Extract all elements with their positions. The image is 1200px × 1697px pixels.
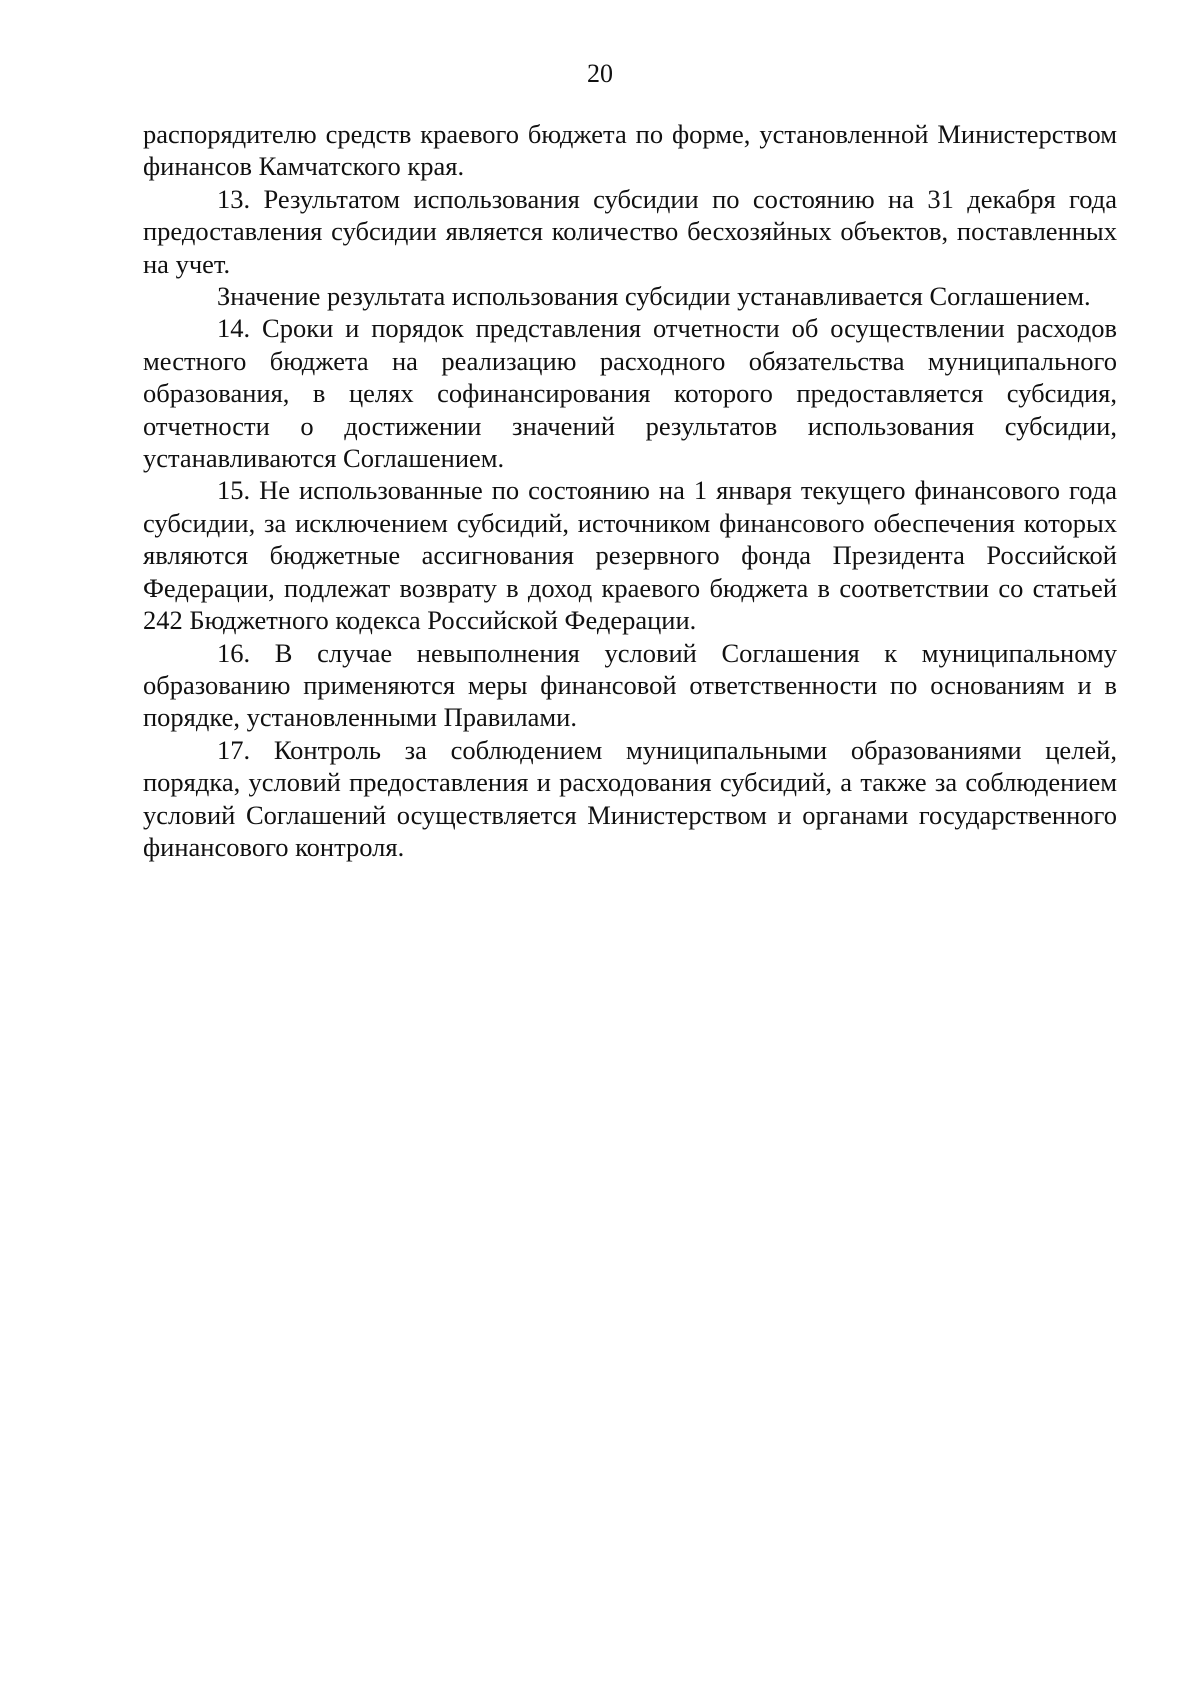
paragraph-13-value: Значение результата использования субсидии устанавливается Соглашением. — [217, 281, 1091, 312]
paragraph-13: 13. Результатом использования субсидии по состоянию на 31 декабря года предоставления субсидии является количество бесхозяйных объектов, поставленных на учет. — [143, 183, 1117, 279]
paragraph-continuation: распорядителю средств краевого бюджета по форме, установленной Министерством финансов Камчатского края. — [143, 119, 1117, 182]
paragraph-17: 17. Контроль за соблюдением муниципальными образованиями целей, порядка, условий предоставления и расходования субсидий, а также за соблюдением условий Соглашений осуществляется Министерством и органами государственного финансового контроля. — [143, 734, 1117, 862]
document-body — [143, 118, 1117, 863]
page-number: 20 — [587, 59, 613, 88]
paragraph-14: 14. Сроки и порядок представления отчетности об осуществлении расходов местного бюджета на реализацию расходного обязательства муниципального образования, в целях софинансирования которого предоставляется субсидия, отчетности о достижении значений результатов использования субсидии, устанавливаются Соглашением. — [143, 313, 1117, 474]
paragraph-15: 15. Не использованные по состоянию на 1 января текущего финансового года субсидии, за исключением субсидий, источником финансового обеспечения которых являются бюджетные ассигнования резервного фонда Президента Российской Федерации, подлежат возврату в доход краевого бюджета в соответствии со статьей 242 Бюджетного кодекса Российской Федерации. — [143, 475, 1117, 636]
paragraph-16: 16. В случае невыполнения условий Соглашения к муниципальному образованию применяются меры финансовой ответственности по основаниям и в порядке, установленными Правилами. — [143, 637, 1117, 733]
